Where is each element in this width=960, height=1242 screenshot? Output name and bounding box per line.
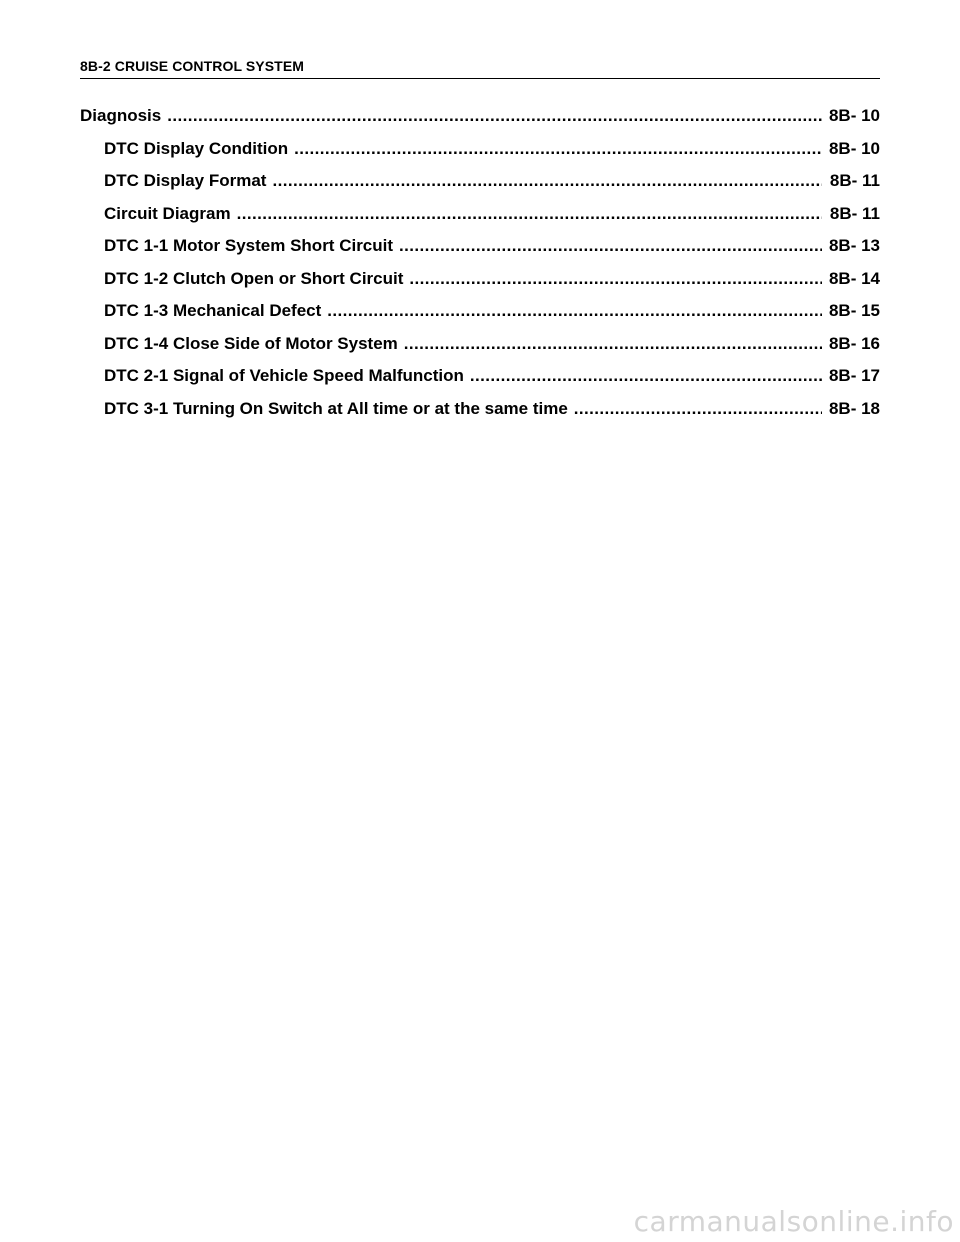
toc-entry-page: 8B- 14 (828, 268, 880, 288)
toc-entry-title: Circuit Diagram (104, 203, 231, 223)
page-title: 8B-2 CRUISE CONTROL SYSTEM (80, 58, 305, 74)
toc-dot-leader (574, 399, 822, 419)
toc-entry-page: 8B- 13 (828, 236, 880, 255)
watermark: carmanualsonline.info (633, 1205, 954, 1238)
toc-entry-title: Diagnosis (80, 106, 162, 125)
toc-entry-page: 8B- 17 (828, 366, 880, 385)
toc-entry-dtc-1-2[interactable] (80, 269, 880, 302)
toc-entry-dtc-1-1[interactable] (80, 236, 880, 269)
toc-entry-page: 8B- 11 (829, 203, 880, 223)
toc-dot-leader (294, 139, 822, 159)
table-of-contents (80, 106, 880, 431)
toc-entry-title: DTC 2-1 Signal of Vehicle Speed Malfunction (104, 366, 464, 385)
toc-entry-title: DTC 1-3 Mechanical Defect (104, 301, 322, 320)
toc-entry-page: 8B- 15 (828, 301, 880, 320)
toc-entry-page: 8B- 10 (828, 138, 880, 158)
toc-entry-dtc-1-3[interactable] (80, 301, 880, 334)
toc-dot-leader (404, 334, 822, 354)
toc-dot-leader (272, 171, 822, 191)
toc-entry-title: DTC Display Condition (104, 138, 289, 158)
toc-entry-dtc-3-1[interactable] (80, 399, 880, 432)
toc-dot-leader (167, 106, 822, 126)
toc-entry-title: DTC 3-1 Turning On Switch at All time or at the same time (104, 398, 568, 418)
toc-dot-leader (399, 236, 822, 256)
toc-dot-leader (409, 269, 822, 289)
toc-dot-leader (237, 204, 822, 224)
page-header (80, 58, 880, 79)
toc-entry-page: 8B- 10 (828, 106, 880, 125)
toc-entry-title: DTC 1-1 Motor System Short Circuit (104, 236, 394, 255)
toc-entry-page: 8B- 11 (829, 171, 880, 190)
toc-entry-title: DTC Display Format (104, 171, 267, 190)
toc-dot-leader (470, 366, 822, 386)
toc-entry-dtc-display-format[interactable] (80, 171, 880, 204)
toc-entry-page: 8B- 16 (828, 333, 880, 353)
toc-entry-diagnosis[interactable] (80, 106, 880, 139)
toc-entry-circuit-diagram[interactable] (80, 204, 880, 237)
toc-entry-title: DTC 1-2 Clutch Open or Short Circuit (104, 268, 404, 288)
toc-entry-title: DTC 1-4 Close Side of Motor System (104, 333, 398, 353)
toc-entry-dtc-2-1[interactable] (80, 366, 880, 399)
toc-dot-leader (327, 301, 822, 321)
toc-entry-dtc-1-4[interactable] (80, 334, 880, 367)
toc-entry-dtc-display-condition[interactable] (80, 139, 880, 172)
toc-entry-page: 8B- 18 (828, 398, 880, 418)
